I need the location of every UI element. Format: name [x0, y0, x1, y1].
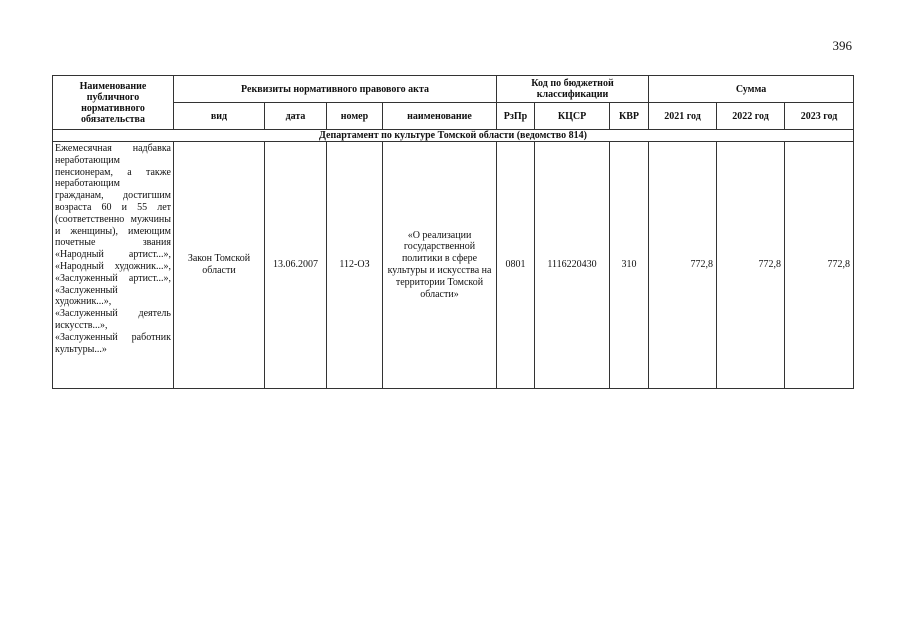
cell-kcsr: 1116220430 — [535, 142, 610, 389]
header-budget-code: Код по бюджетной классификации — [497, 76, 649, 103]
cell-act-date: 13.06.2007 — [265, 142, 327, 389]
header-rzpr: РзПр — [497, 103, 535, 130]
cell-obligation: Ежемесячная надбавка неработающим пенсионерам, а также неработающим гражданам, достигшим возраста 60 и 55 лет (соответственно мужчины и женщины), имеющим почетные звания «Народный артист...», «Народный художник...», «Заслуженный артист...», «Заслуженный художник...», «Заслуженный деятель искусств...», «Заслуженный работник культуры...» — [53, 142, 174, 389]
header-name: наименование — [383, 103, 497, 130]
page-number: 396 — [832, 38, 852, 53]
department-title: Департамент по культуре Томской области (ведомство 814) — [53, 130, 854, 142]
header-act-details: Реквизиты нормативного правового акта — [174, 76, 497, 103]
header-kvr: КВР — [610, 103, 649, 130]
cell-sum-2022: 772,8 — [717, 142, 785, 389]
header-2022: 2022 год — [717, 103, 785, 130]
cell-act-type: Закон Томской области — [174, 142, 265, 389]
header-date: дата — [265, 103, 327, 130]
cell-act-name: «О реализации государственной политики в сфере культуры и искусства на территории Томской области» — [383, 142, 497, 389]
header-row-top — [53, 76, 854, 103]
cell-sum-2021: 772,8 — [649, 142, 717, 389]
cell-act-number: 112-ОЗ — [327, 142, 383, 389]
cell-kvr: 310 — [610, 142, 649, 389]
cell-sum-2023: 772,8 — [785, 142, 854, 389]
obligations-table — [52, 75, 854, 389]
header-sum: Сумма — [649, 76, 854, 103]
header-row-sub — [53, 103, 854, 130]
cell-rzpr: 0801 — [497, 142, 535, 389]
header-kcsr: КЦСР — [535, 103, 610, 130]
header-2021: 2021 год — [649, 103, 717, 130]
header-2023: 2023 год — [785, 103, 854, 130]
header-number: номер — [327, 103, 383, 130]
header-type: вид — [174, 103, 265, 130]
table-row — [53, 142, 854, 389]
department-row — [53, 130, 854, 142]
header-obligation-name: Наименование публичного нормативного обязательства — [53, 76, 174, 130]
